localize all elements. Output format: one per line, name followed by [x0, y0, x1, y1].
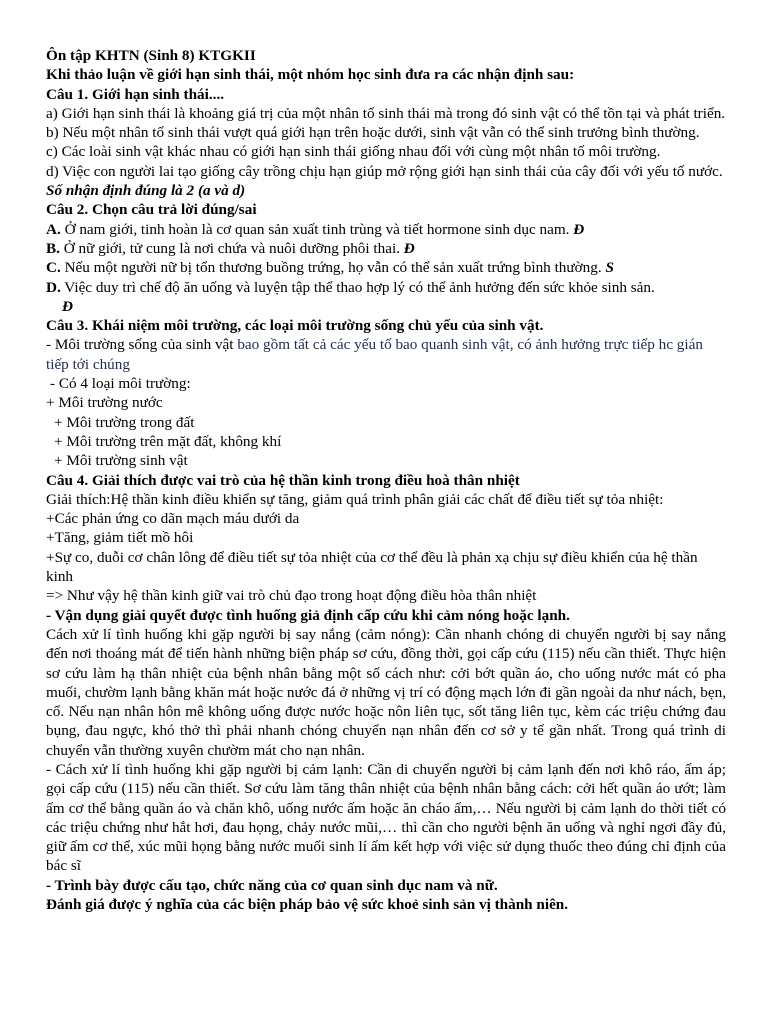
q2-item-c — [46, 258, 726, 277]
intro-text: Khi thảo luận về giới hạn sinh thái, một nhóm học sinh đưa ra các nhận định sau: — [46, 66, 575, 84]
q4-conclusion: => Như vậy hệ thần kinh giữ vai trò chủ đạo trong hoạt động điều hòa thân nhiệt — [46, 587, 537, 605]
q2-item-letter: A. — [46, 220, 61, 238]
q3-type-item: + Môi trường nước — [46, 394, 163, 412]
q2-heading: Câu 2. Chọn câu trả lời đúng/sai — [46, 201, 257, 219]
q4-point: +Các phản ứng co dãn mạch máu dưới da — [46, 510, 300, 528]
q4-point: +Tăng, giảm tiết mồ hôi — [46, 529, 194, 547]
q3-heading: Câu 3. Khái niệm môi trường, các loại môi trường sống chủ yếu của sinh vật. — [46, 317, 544, 335]
q3-definition-rest: bao gồm tất cả các yếu tố bao quanh sinh vật, có ảnh hưởng trực tiếp hc gián tiếp tới chúng — [46, 336, 703, 373]
q1-answer: Số nhận định đúng là 2 (a và d) — [46, 182, 246, 200]
q2-item-letter: B. — [46, 239, 60, 257]
q3-type-item: + Môi trường trên mặt đất, không khí — [54, 432, 282, 450]
q2-item-text: Việc duy trì chế độ ăn uống và luyện tập thể thao hợp lý có thể ảnh hưởng đến sức khỏe sinh sản. — [60, 278, 655, 296]
q2-item-letter: C. — [46, 259, 61, 277]
q1-statement-c: c) Các loài sinh vật khác nhau có giới hạn sinh thái giống nhau đối với cùng một nhân tố môi trường. — [46, 143, 661, 161]
q2-item-a — [46, 220, 726, 239]
document-title: Ôn tập KHTN (Sinh 8) KTGKII — [46, 47, 256, 64]
q2-item-text: Ở nữ giới, tử cung là nơi chứa và nuôi dưỡng phôi thai. — [59, 239, 404, 257]
q2-item-text: Ở nam giới, tinh hoàn là cơ quan sản xuất tinh trùng và tiết hormone sinh dục nam. — [60, 220, 574, 238]
q2-item-mark: Đ — [573, 220, 585, 238]
apply-heading: - Vận dụng giải quyết được tình huống giả định cấp cứu khi cảm nóng hoặc lạnh. — [46, 606, 570, 624]
q2-item-d-mark: Đ — [62, 297, 73, 315]
q3-type-item: + Môi trường sinh vật — [54, 452, 188, 470]
q1-statement-a: a) Giới hạn sinh thái là khoảng giá trị của một nhân tố sinh thái mà trong đó sinh vật có thể tồn tại và phát triển. — [46, 104, 726, 122]
q2-item-mark: S — [605, 259, 614, 277]
footer-line-1: - Trình bày được cấu tạo, chức năng của cơ quan sinh dục nam và nữ. — [46, 876, 498, 894]
q4-heading: Câu 4. Giải thích được vai trò của hệ thần kinh trong điều hoà thân nhiệt — [46, 471, 520, 489]
q4-point: +Sự co, duỗi cơ chân lông để điều tiết sự tỏa nhiệt của cơ thể đều là phản xạ chịu sự điều khiển của hệ thần kinh — [46, 548, 698, 586]
footer-line-2: Đánh giá được ý nghĩa của các biện pháp bảo vệ sức khoẻ sinh sản vị thành niên. — [46, 896, 569, 914]
document-page — [46, 46, 726, 914]
q2-item-mark: Đ — [403, 239, 415, 257]
q2-item-text: Nếu một người nữ bị tổn thương buồng trứng, họ vẫn có thể sản xuất trứng bình thường. — [60, 259, 606, 277]
q1-heading: Câu 1. Giới hạn sinh thái.... — [46, 85, 225, 103]
q3-definition-start: - Môi trường sống của sinh vật — [46, 336, 238, 354]
apply-heatstroke-paragraph: Cách xử lí tình huống khi gặp người bị say nắng (cảm nóng): Cần nhanh chóng di chuyển người bị say nắng đến nơi thoáng mát để tiến hành những biện pháp sơ cứu, đồng thời, gọi cấp cứu (115) nếu cần thiết. Thực hiện sơ cứu làm hạ thân nhiệt của bệnh nhân bằng một số cách như: cởi bớt quần áo, cho uống nước mát có pha muối, chườm lạnh bằng khăn mát hoặc nước đá ở những vị trí có động mạch lớn đi gần ngoài da như nách, bẹn, cổ. Nếu nạn nhân hôn mê không uống được nước hoặc nôn liên tục, sốt tăng liên tục, kèm các triệu chứng đau bụng, đau ngực, khó thở thì phải nhanh chóng chuyển nạn nhân đến cơ sở y tế gần nhất. Trong quá trình di chuyển vẫn thường xuyên chườm mát cho nạn nhân. — [46, 625, 726, 759]
q3-definition — [46, 335, 726, 374]
q1-statement-b: b) Nếu một nhân tố sinh thái vượt quá giới hạn trên hoặc dưới, sinh vật vẫn có thể sinh trưởng bình thường. — [46, 124, 700, 142]
q2-item-b — [46, 239, 726, 258]
q2-item-d — [46, 278, 726, 297]
q1-statement-d: d) Việc con người lai tạo giống cây trồng chịu hạn giúp mở rộng giới hạn sinh thái của cây đối với yếu tố nước. — [46, 162, 723, 180]
q2-item-letter: D. — [46, 278, 61, 296]
q4-explanation: Giải thích:Hệ thần kinh điều khiển sự tăng, giảm quá trình phân giải các chất để điều tiết sự tỏa nhiệt: — [46, 490, 664, 508]
q3-type-item: + Môi trường trong đất — [54, 413, 195, 431]
q3-count: - Có 4 loại môi trường: — [50, 375, 191, 393]
apply-cold-paragraph: - Cách xử lí tình huống khi gặp người bị cảm lạnh: Cần di chuyển người bị cảm lạnh đến nơi khô ráo, ấm áp; gọi cấp cứu (115) nếu cần thiết. Sơ cứu làm tăng thân nhiệt của bệnh nhân bằng cách: cởi hết quần áo ướt; làm ấm cơ thể bằng quần áo và chăn khô, uống nước ấm hoặc ăn cháo ấm,… Nếu người bị cảm lạnh do thời tiết có các triệu chứng như hắt hơi, đau họng, chảy nước mũi,… thì cần cho người bệnh ăn uống và nghỉ ngơi đầy đủ, giữ ấm cơ thể, xúc mũi họng bằng nước muối sinh lí ấm kết hợp với việc sử dụng thuốc theo đúng chỉ định của bác sĩ — [46, 760, 726, 875]
